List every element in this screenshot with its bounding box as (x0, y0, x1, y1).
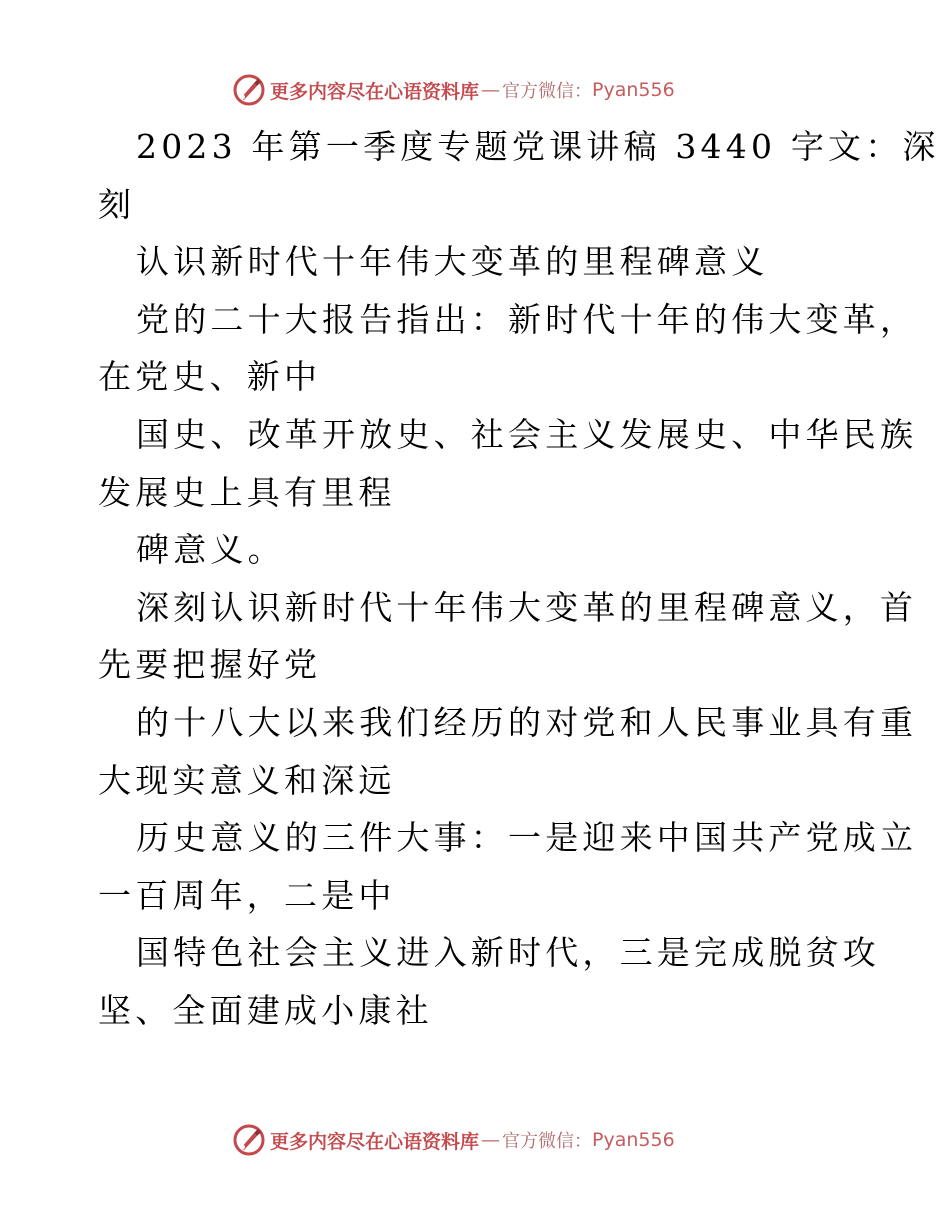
text-line: 党的二十大报告指出：新时代十年的伟大变革， (136, 299, 918, 339)
watermark-wechat-id: Pyan556 (592, 79, 675, 101)
text-line: 发展史上具有里程 (98, 472, 396, 512)
text-line: 大现实意义和深远 (98, 760, 396, 800)
text-line: 国史、改革开放史、社会主义发展史、中华民族 (136, 414, 918, 454)
pen-logo-icon (232, 73, 266, 107)
text-line: 2023 年第一季度专题党课讲稿 3440 字文：深 (136, 127, 940, 166)
watermark-label: 官方微信： (502, 1131, 593, 1152)
watermark-text: 更多内容尽在心语资料库 (270, 1130, 480, 1153)
text-line: 刻 (98, 184, 136, 224)
text-line: 历史意义的三件大事：一是迎来中国共产党成立 (136, 818, 918, 858)
pen-logo-icon (232, 1123, 266, 1157)
watermark-label: 官方微信： (502, 81, 593, 102)
footer-watermark (232, 1122, 675, 1158)
text-line: 认识新时代十年伟大变革的里程碑意义 (136, 242, 769, 282)
text-line: 在党史、新中 (98, 357, 322, 397)
text-line: 坚、全面建成小康社 (98, 990, 433, 1030)
text-line: 深刻认识新时代十年伟大变革的里程碑意义，首 (136, 587, 918, 627)
text-line: 一百周年，二是中 (98, 875, 396, 915)
watermark-separator: — (481, 79, 501, 101)
text-line: 先要把握好党 (98, 645, 322, 685)
watermark-text: 更多内容尽在心语资料库 (270, 80, 480, 103)
header-watermark (232, 72, 675, 108)
text-line: 碑意义。 (136, 530, 285, 570)
watermark-separator: — (481, 1129, 501, 1151)
text-line: 的十八大以来我们经历的对党和人民事业具有重 (136, 702, 918, 742)
watermark-wechat-id: Pyan556 (592, 1129, 675, 1151)
document-body (98, 118, 940, 1040)
text-line: 国特色社会主义进入新时代，三是完成脱贫攻 (136, 933, 880, 973)
